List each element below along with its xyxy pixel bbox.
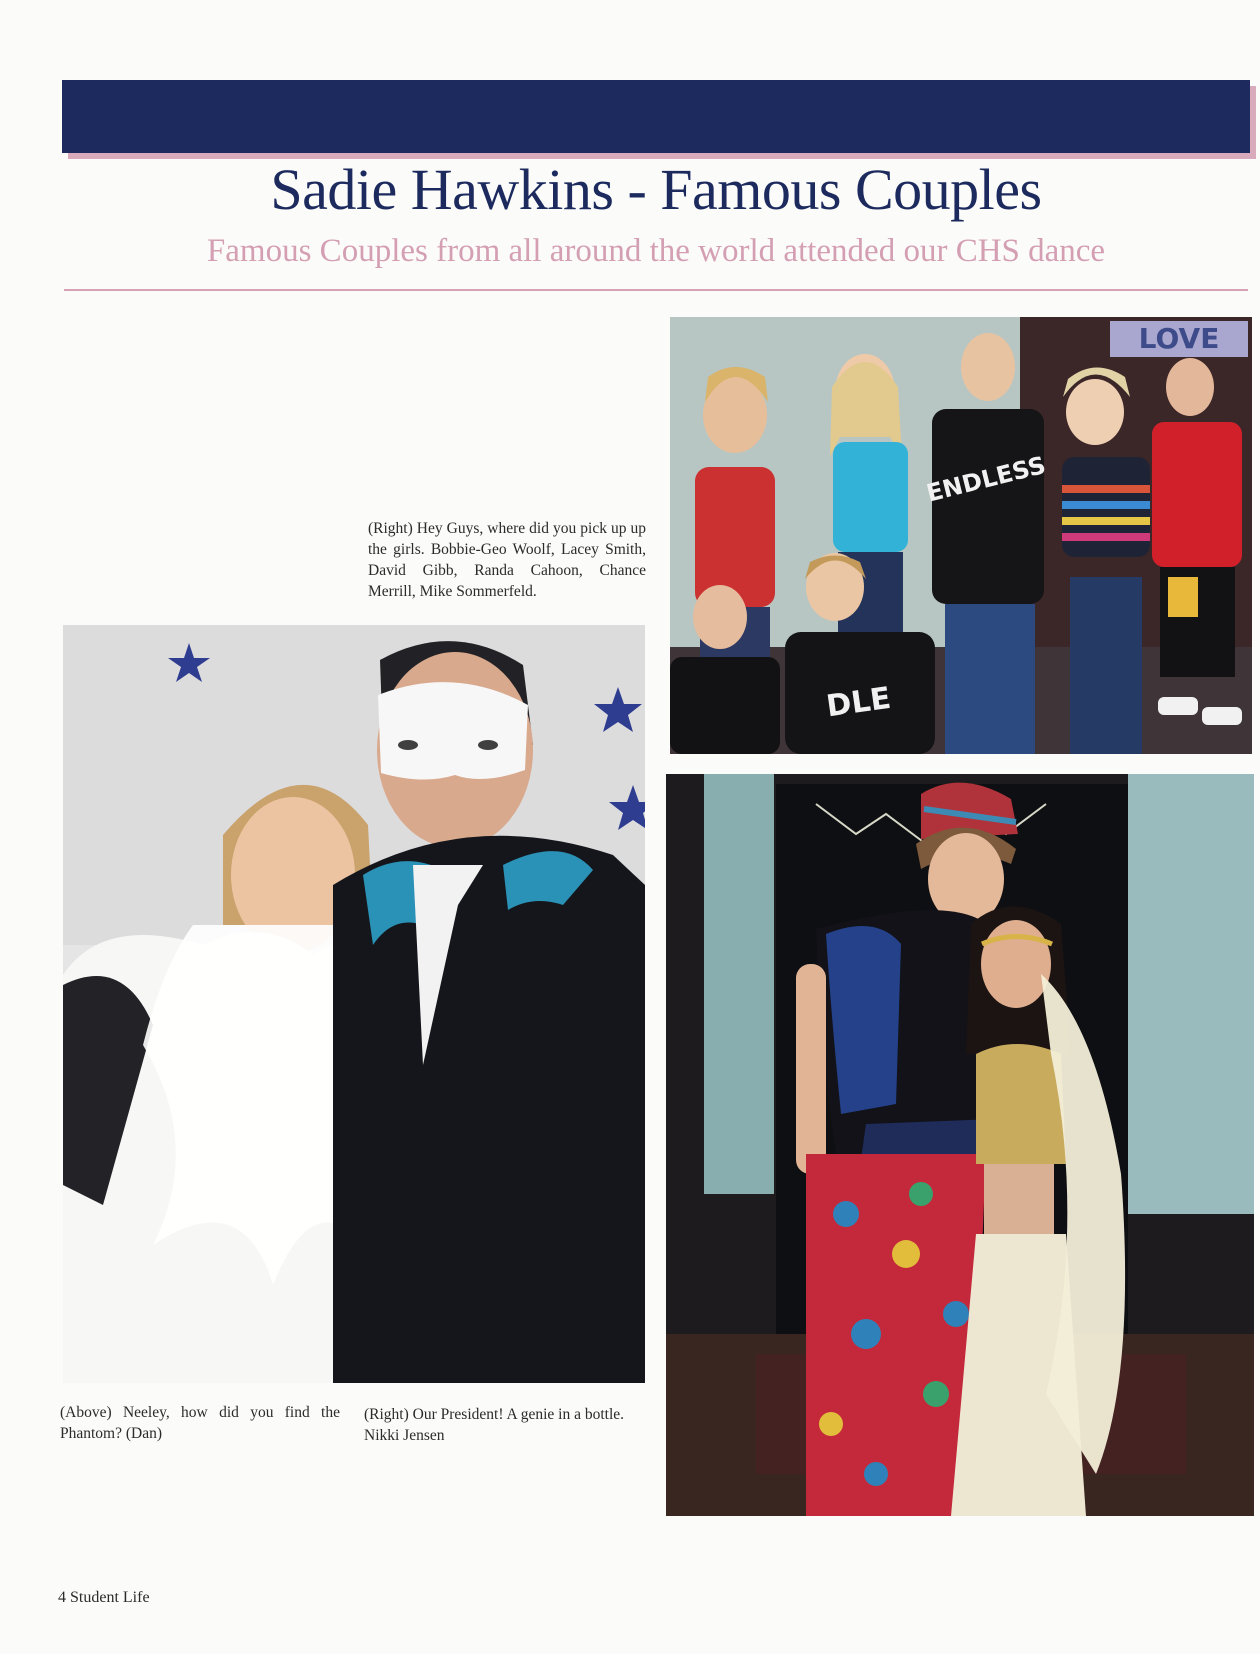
group-photo: [670, 317, 1252, 754]
endless-shirt-text: ENDLESS: [923, 450, 1049, 508]
group-photo-image: [670, 317, 1252, 754]
page-subtitle: Famous Couples from all around the world attended our CHS dance: [206, 233, 1106, 269]
genie-photo: [666, 774, 1254, 1516]
love-sign: LOVE: [1138, 322, 1220, 355]
phantom-photo: [63, 625, 645, 1383]
genie-photo-image: [666, 774, 1254, 1516]
page-folio: 4 Student Life: [58, 1589, 150, 1606]
endless-shirt-text-small: DLE: [824, 680, 894, 725]
header-bar: [62, 80, 1250, 153]
caption-genie-photo: (Right) Our President! A genie in a bottle. Nikki Jensen: [364, 1406, 625, 1444]
caption-phantom-photo: (Above) Neeley, how did you find the Phantom? (Dan): [60, 1404, 340, 1442]
caption-group-photo: (Right) Hey Guys, where did you pick up up the girls. Bobbie-Geo Woolf, Lacey Smith, David Gibb, Randa Cahoon, Chance Merrill, Mike Sommerfeld.: [368, 520, 646, 600]
title-divider: [64, 289, 1248, 291]
phantom-photo-image: [63, 625, 645, 1383]
page-title: Sadie Hawkins - Famous Couples: [270, 157, 1042, 222]
